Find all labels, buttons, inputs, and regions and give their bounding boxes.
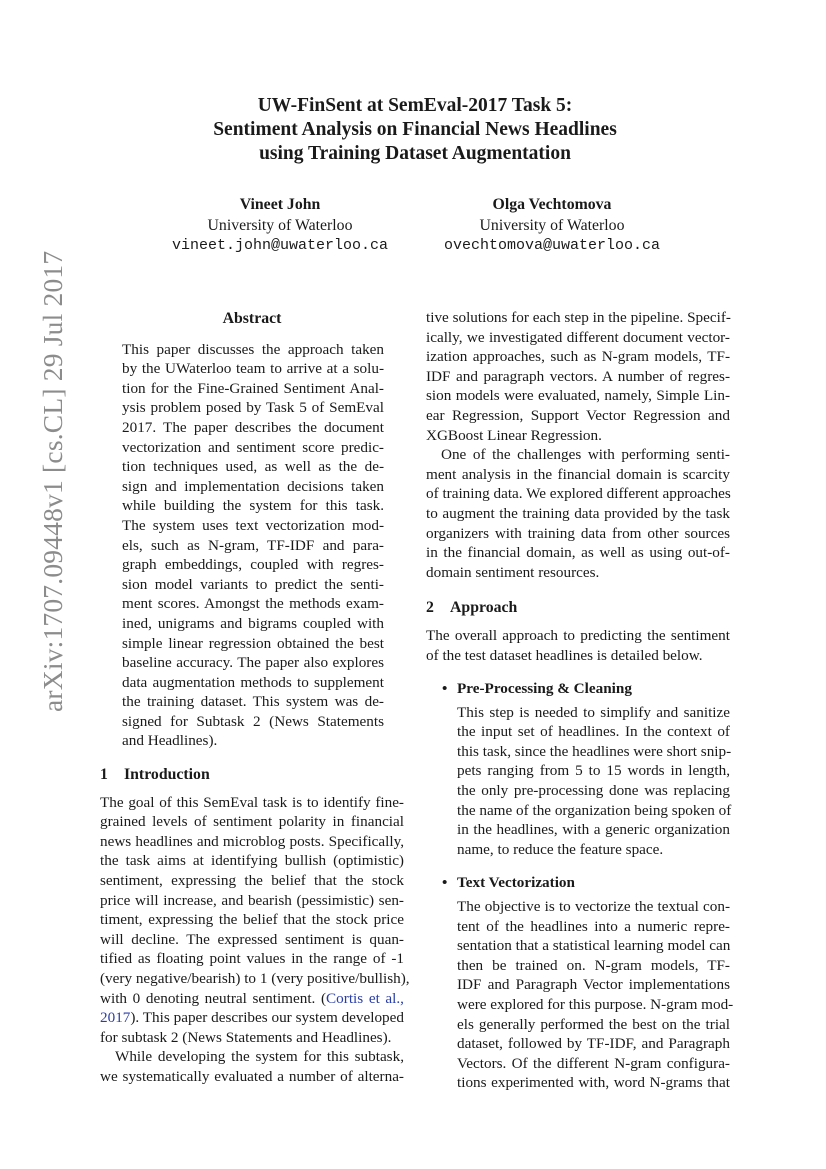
text-line: tive solutions for each step in the pipeline. Specif- — [426, 309, 731, 326]
text-line: of the test dataset headlines is detailed below. — [426, 646, 703, 664]
intro-citation-lines — [100, 989, 404, 1048]
text-line: for subtask 2 (News Statements and Headlines). — [100, 1028, 392, 1046]
text-line: will decline. The expressed sentiment is quan- — [100, 930, 404, 948]
text-line: of training data. We explored different approaches — [426, 485, 731, 503]
text-line: els, such as N-gram, TF-IDF and para- — [122, 536, 384, 554]
text-line: tion techniques used, as well as the de- — [122, 458, 384, 476]
bullet-title: Text Vectorization — [457, 874, 575, 892]
text-fragment: ). This paper describes our system developed — [130, 1009, 404, 1027]
text-line: vectorization and sentiment score predic- — [122, 438, 384, 456]
text-line: tified as floating point values in the range of -1 — [100, 950, 404, 968]
text-line: domain sentiment resources. — [426, 563, 600, 581]
text-line: in the financial domain, as well as using out-of- — [426, 544, 730, 562]
author-affiliation: University of Waterloo — [207, 216, 353, 234]
text-line: baseline accuracy. The paper also explores — [122, 654, 384, 672]
text-line: sentiment, expressing the belief that the stock — [100, 872, 404, 890]
text-line: tions experimented with, word N-grams that — [457, 1074, 730, 1092]
text-line: els generally performed the best on the trial — [457, 1015, 730, 1033]
text-line: (very negative/bearish) to 1 (very positive/bullish), — [100, 970, 410, 987]
text-line: sign and implementation decisions taken — [122, 477, 384, 495]
text-line: then be trained on. N-gram models, TF- — [457, 956, 730, 974]
author-block — [140, 195, 420, 257]
text-line: dataset, followed by TF-IDF, and Paragraph — [457, 1035, 730, 1053]
text-line: ined, unigrams and bigrams coupled with — [122, 614, 384, 632]
intro-paragraph-continued — [426, 308, 730, 445]
text-line: ization approaches, such as N-gram models, TF- — [426, 348, 730, 366]
right-column — [426, 308, 734, 1093]
text-line: ically, we investigated different document vector- — [426, 328, 730, 346]
text-line: simple linear regression obtained the best — [122, 634, 384, 652]
text-line: news headlines and microblog posts. Specifically, — [100, 832, 404, 850]
text-line: timent, expressing the belief that the stock price — [100, 911, 404, 929]
text-line: this task, since the headlines were short snip- — [457, 742, 732, 760]
text-line: This step is needed to simplify and sanitize — [457, 703, 730, 721]
text-line: data augmentation methods to supplement — [122, 673, 384, 691]
text-line: the task aims at identifying bullish (optimistic) — [100, 852, 404, 870]
text-line: by the UWaterloo team to arrive at a solu- — [122, 360, 384, 378]
text-line: Vectors. Of the different N-gram configura- — [457, 1054, 730, 1072]
text-line: in the headlines, with a generic organization — [457, 821, 730, 839]
abstract-body — [122, 340, 384, 751]
text-line: sentation that a statistical learning model can — [457, 937, 731, 955]
section-number: 2 — [426, 599, 434, 617]
left-column — [100, 308, 410, 1087]
text-line: IDF and Paragraph Vector implementations — [457, 976, 730, 994]
text-line: the only pre-processing done was replacing — [457, 782, 730, 800]
bullet-heading — [442, 873, 730, 893]
text-line: grained levels of sentiment polarity in financial — [100, 813, 404, 831]
text-line: One of the challenges with performing senti- — [441, 446, 730, 464]
paper-title — [100, 94, 730, 166]
abstract-heading: Abstract — [222, 310, 282, 327]
text-line: name, to reduce the feature space. — [457, 840, 664, 858]
text-line: sion models were evaluated, namely, Simple Lin- — [426, 387, 730, 405]
text-line: While developing the system for this subtask, — [115, 1048, 404, 1066]
approach-paragraph — [426, 626, 730, 665]
text-line: This paper discusses the approach taken — [122, 340, 384, 358]
text-line: price will increase, and bearish (pessimistic) sen- — [100, 891, 404, 909]
text-line: the input set of headlines. In the context of — [457, 723, 730, 741]
text-line: pets ranging from 5 to 15 words in length, — [457, 762, 730, 780]
text-line: tion for the Fine-Grained Sentiment Anal- — [122, 379, 384, 397]
text-line: and Headlines). — [122, 732, 218, 750]
title-line: Sentiment Analysis on Financial News Headlines — [213, 119, 617, 140]
author-email: ovechtomova@uwaterloo.ca — [443, 237, 661, 254]
text-line: The overall approach to predicting the sentiment — [426, 626, 730, 644]
text-line: ysis problem posed by Task 5 of SemEval — [122, 399, 384, 417]
arxiv-identifier: arXiv:1707.09448v1 [cs.CL] 29 Jul 2017 — [37, 250, 68, 712]
text-line: tent of the headlines into a numeric repre- — [457, 917, 730, 935]
text-line: were explored for this purpose. N-gram mod- — [457, 996, 734, 1013]
author-name: Olga Vechtomova — [492, 196, 612, 213]
bullet-item — [426, 679, 730, 859]
text-line: organizers with training data from other sources — [426, 524, 730, 542]
text-fragment: with 0 denoting neutral sentiment. ( — [100, 989, 327, 1007]
text-line: ear Regression, Support Vector Regression and — [426, 406, 730, 424]
text-line: The goal of this SemEval task is to identify fine- — [100, 793, 404, 811]
section-heading-introduction — [100, 765, 404, 785]
section-title: Introduction — [124, 766, 210, 784]
section-number: 1 — [100, 766, 108, 784]
text-line: XGBoost Linear Regression. — [426, 426, 602, 444]
text-line: The objective is to vectorize the textual con- — [457, 898, 730, 916]
text-line: we systematically evaluated a number of alterna- — [100, 1067, 404, 1085]
bullet-item — [426, 873, 734, 1093]
text-line: sion model variants to predict the senti- — [122, 575, 384, 593]
text-line: while building the system for this task. — [122, 497, 384, 515]
text-line: signed for Subtask 2 (News Statements — [122, 712, 384, 730]
citation-link[interactable]: Cortis et al., — [326, 989, 404, 1007]
citation-link[interactable]: 2017 — [100, 1009, 131, 1027]
bullet-text — [457, 703, 730, 860]
text-line: ment scores. Amongst the methods exam- — [122, 595, 384, 613]
author-affiliation: University of Waterloo — [479, 216, 625, 234]
text-line: to augment the training data provided by the task — [426, 504, 730, 522]
text-line: 2017. The paper describes the document — [122, 418, 384, 436]
bullet-marker: • — [442, 680, 448, 698]
section-heading-approach — [426, 598, 730, 618]
intro-paragraph — [426, 445, 730, 582]
text-line: graph embeddings, coupled with regres- — [122, 556, 384, 574]
text-line: ment analysis in the financial domain is scarcity — [426, 465, 730, 483]
author-email: vineet.john@uwaterloo.ca — [171, 237, 389, 254]
author-block — [412, 195, 692, 257]
text-line: the training dataset. This system was de- — [122, 693, 384, 711]
intro-paragraph — [100, 1047, 404, 1086]
bullet-title: Pre-Processing & Cleaning — [457, 680, 632, 698]
title-line: using Training Dataset Augmentation — [259, 143, 571, 164]
text-line: IDF and paragraph vectors. A number of regres- — [426, 367, 730, 385]
text-line: The system uses text vectorization mod- — [122, 516, 384, 534]
text-line: the name of the organization being spoken of — [457, 801, 732, 819]
text-line — [100, 989, 404, 1009]
bullet-marker: • — [442, 874, 448, 892]
section-title: Approach — [450, 599, 518, 617]
text-line — [100, 1008, 404, 1028]
title-line: UW-FinSent at SemEval-2017 Task 5: — [257, 95, 573, 116]
bullet-text — [457, 897, 734, 1093]
intro-paragraph — [100, 793, 410, 989]
bullet-heading — [442, 679, 730, 699]
author-name: Vineet John — [239, 196, 321, 213]
